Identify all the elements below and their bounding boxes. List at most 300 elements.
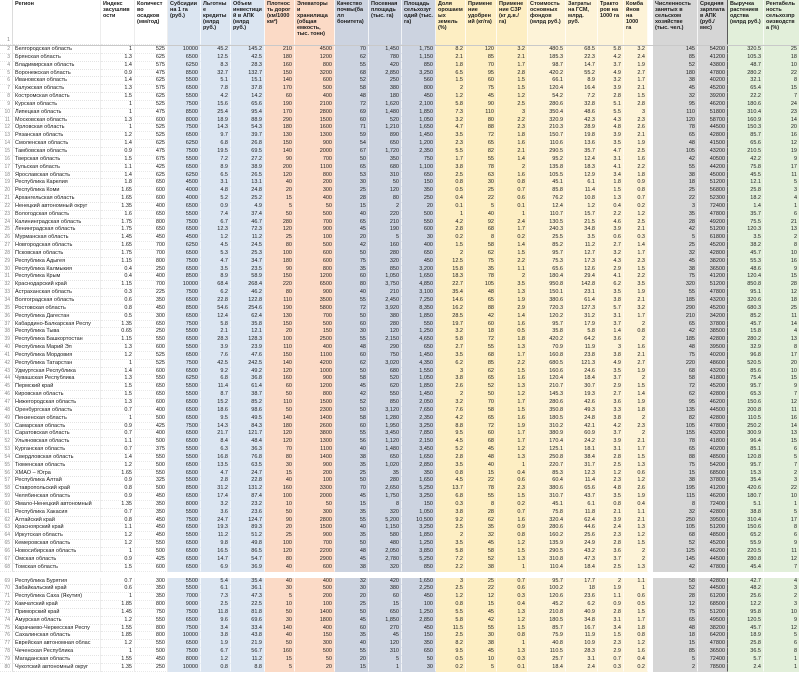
row-number[interactable]: 6 (0, 77, 13, 85)
row-number[interactable]: 70 (0, 585, 13, 593)
data-cell[interactable]: 200 (265, 164, 295, 172)
data-cell[interactable]: 310.8 (528, 556, 566, 564)
data-cell[interactable]: 12.9 (566, 172, 598, 180)
data-cell[interactable]: 1.9 (624, 493, 648, 501)
data-cell[interactable]: 1.9 (497, 297, 528, 305)
column-header-soft_loans[interactable]: Льготные кредиты (млрд руб.) (201, 0, 231, 45)
data-cell[interactable]: 400 (295, 625, 335, 633)
region-cell[interactable]: Республика Карелия (13, 179, 101, 187)
data-cell[interactable]: 320.5 (728, 46, 764, 54)
data-cell[interactable]: 49.8 (231, 540, 265, 548)
row-number[interactable]: 25 (0, 226, 13, 234)
data-cell[interactable]: 1500 (295, 524, 335, 532)
data-cell[interactable]: 1.4 (101, 140, 135, 148)
row-number[interactable]: 17 (0, 164, 13, 172)
data-cell[interactable]: 3.1 (598, 156, 624, 164)
data-cell[interactable]: 3.5 (598, 493, 624, 501)
row-number[interactable]: 50 (0, 423, 13, 431)
data-cell[interactable]: 140 (265, 625, 295, 633)
data-cell[interactable]: 10 (265, 501, 295, 509)
row-number[interactable]: 33 (0, 289, 13, 297)
data-cell[interactable]: 145 (653, 46, 698, 54)
region-cell[interactable]: Республика Мордовия (13, 352, 101, 360)
data-cell[interactable]: 1.4 (101, 454, 135, 462)
row-number[interactable]: 5 (0, 70, 13, 78)
data-cell[interactable]: 45 (466, 446, 497, 454)
data-cell[interactable]: 49.5 (231, 415, 265, 423)
data-cell[interactable]: 210.5 (728, 148, 764, 156)
data-cell[interactable]: 5.1 (201, 77, 231, 85)
data-cell[interactable]: 0.65 (101, 328, 135, 336)
data-cell[interactable]: 350 (135, 297, 168, 305)
data-cell[interactable]: 2.8 (436, 454, 466, 462)
data-cell[interactable]: 2.7 (624, 360, 648, 368)
data-cell[interactable]: 100 (265, 493, 295, 501)
region-cell[interactable]: Иркутская область (13, 532, 101, 540)
row-number[interactable]: 62 (0, 517, 13, 525)
data-cell[interactable]: 45.2 (201, 46, 231, 54)
data-cell[interactable]: 51200 (698, 226, 728, 234)
data-cell[interactable]: 1.6 (624, 648, 648, 656)
data-cell[interactable]: 600 (135, 195, 168, 203)
data-cell[interactable]: 45 (369, 632, 402, 640)
data-cell[interactable]: 31.7 (566, 462, 598, 470)
data-cell[interactable]: 2.5 (436, 524, 466, 532)
data-cell[interactable]: 7.6 (201, 352, 231, 360)
data-cell[interactable]: 78 (466, 164, 497, 172)
data-cell[interactable]: 25 (335, 470, 369, 478)
data-cell[interactable]: 54 (335, 140, 369, 148)
data-cell[interactable]: 16 (764, 415, 799, 423)
data-cell[interactable]: 7500 (168, 517, 201, 525)
data-cell[interactable]: 1 (101, 46, 135, 54)
data-cell[interactable]: 500 (135, 485, 168, 493)
data-cell[interactable]: 39.7 (231, 132, 265, 140)
data-cell[interactable]: 0.6 (101, 297, 135, 305)
data-cell[interactable]: 41200 (698, 54, 728, 62)
data-cell[interactable]: 0.3 (497, 593, 528, 601)
data-cell[interactable]: 14 (764, 117, 799, 125)
data-cell[interactable]: 4.7 (598, 148, 624, 156)
row-number[interactable]: 29 (0, 258, 13, 266)
data-cell[interactable]: 19.3 (566, 391, 598, 399)
data-cell[interactable]: 42 (653, 564, 698, 572)
row-number[interactable]: 9 (0, 101, 13, 109)
data-cell[interactable]: 280.6 (528, 101, 566, 109)
data-cell[interactable]: 70.9 (528, 344, 566, 352)
data-cell[interactable]: 0.8 (436, 179, 466, 187)
data-cell[interactable]: 42800 (698, 132, 728, 140)
data-cell[interactable]: 55 (653, 164, 698, 172)
region-cell[interactable]: Новосибирская область (13, 548, 101, 556)
region-cell[interactable]: Республика Саха (Якутия) (13, 593, 101, 601)
data-cell[interactable]: 250.2 (728, 423, 764, 431)
data-cell[interactable]: 1.2 (497, 446, 528, 454)
data-cell[interactable]: 7500 (168, 101, 201, 109)
data-cell[interactable]: 150 (265, 140, 295, 148)
data-cell[interactable]: 75.5 (728, 219, 764, 227)
data-cell[interactable]: 32.1 (728, 77, 764, 85)
data-cell[interactable]: 28.3 (566, 648, 598, 656)
data-cell[interactable]: 185.3 (528, 54, 566, 62)
data-cell[interactable]: 15 (335, 501, 369, 509)
data-cell[interactable]: 14 (764, 423, 799, 431)
data-cell[interactable]: 500 (135, 548, 168, 556)
data-cell[interactable]: 50 (335, 407, 369, 415)
region-cell[interactable]: Ямало-Ненецкий автономный (13, 501, 101, 509)
data-cell[interactable]: 70 (466, 399, 497, 407)
data-cell[interactable]: 5500 (168, 93, 201, 101)
data-cell[interactable]: 2.9 (598, 383, 624, 391)
data-cell[interactable]: 625 (135, 93, 168, 101)
data-cell[interactable]: 70 (265, 446, 295, 454)
data-cell[interactable]: 5.1 (598, 101, 624, 109)
data-cell[interactable]: 47.3 (231, 593, 265, 601)
data-cell[interactable]: 420 (369, 62, 402, 70)
data-cell[interactable]: 0.4 (101, 266, 135, 274)
data-cell[interactable]: 2.5 (598, 564, 624, 572)
data-cell[interactable]: 4.5 (201, 242, 231, 250)
region-cell[interactable]: Забайкальский край (13, 585, 101, 593)
data-cell[interactable]: 1.15 (101, 336, 135, 344)
data-cell[interactable]: 50 (335, 368, 369, 376)
data-cell[interactable]: 3 (624, 109, 648, 117)
data-cell[interactable]: 6250 (168, 62, 201, 70)
data-cell[interactable]: 65.3 (728, 391, 764, 399)
data-cell[interactable]: 25 (335, 601, 369, 609)
data-cell[interactable]: 160 (265, 485, 295, 493)
data-cell[interactable]: 600 (295, 564, 335, 572)
data-cell[interactable]: 72 (466, 423, 497, 431)
data-cell[interactable]: 6.5 (201, 172, 231, 180)
data-cell[interactable]: 42.5 (201, 360, 231, 368)
data-cell[interactable]: 3.5 (436, 132, 466, 140)
data-cell[interactable]: 43200 (698, 148, 728, 156)
data-cell[interactable]: 2,450 (369, 297, 402, 305)
row-number[interactable]: 44 (0, 375, 13, 383)
data-cell[interactable]: 52 (653, 540, 698, 548)
data-cell[interactable]: 320.6 (728, 297, 764, 305)
data-cell[interactable]: 8.2 (436, 46, 466, 54)
data-cell[interactable]: 1.3 (497, 609, 528, 617)
data-cell[interactable]: 3,450 (369, 430, 402, 438)
data-cell[interactable]: 1100 (295, 352, 335, 360)
data-cell[interactable]: 2.8 (436, 226, 466, 234)
data-cell[interactable]: 6.2 (566, 601, 598, 609)
data-cell[interactable]: 3.7 (598, 556, 624, 564)
data-cell[interactable]: 37.8 (231, 85, 265, 93)
data-cell[interactable]: 60.9 (566, 430, 598, 438)
data-cell[interactable]: 2.2 (436, 564, 466, 572)
data-cell[interactable]: 3.2 (436, 399, 466, 407)
data-cell[interactable]: 300 (295, 509, 335, 517)
column-header-agro_investment[interactable]: Объем инвестиций в АПК (млрд руб.) (231, 0, 265, 45)
data-cell[interactable]: 1,620 (369, 101, 402, 109)
data-cell[interactable]: 320 (369, 509, 402, 517)
data-cell[interactable]: 65.6 (231, 101, 265, 109)
data-cell[interactable]: 4,350 (402, 360, 436, 368)
data-cell[interactable]: 110 (466, 109, 497, 117)
data-cell[interactable]: 25 (466, 187, 497, 195)
data-cell[interactable]: 13 (764, 336, 799, 344)
data-cell[interactable]: 350 (402, 470, 436, 478)
data-cell[interactable]: 1.15 (101, 281, 135, 289)
data-cell[interactable]: 22 (466, 585, 497, 593)
data-cell[interactable]: 350 (135, 593, 168, 601)
row-number[interactable]: 2 (0, 46, 13, 54)
data-cell[interactable]: 180 (653, 70, 698, 78)
data-cell[interactable]: 2.1 (497, 148, 528, 156)
data-cell[interactable]: 6.2 (201, 289, 231, 297)
data-cell[interactable]: 17 (764, 164, 799, 172)
data-cell[interactable]: 45200 (698, 383, 728, 391)
data-cell[interactable]: 2.1 (624, 85, 648, 93)
data-cell[interactable]: 650 (402, 344, 436, 352)
data-cell[interactable]: 15 (653, 470, 698, 478)
data-cell[interactable]: 88 (466, 124, 497, 132)
region-cell[interactable]: Архангельская область (13, 195, 101, 203)
data-cell[interactable]: 3.6 (598, 399, 624, 407)
region-cell[interactable]: Ненецкий автономный округ (13, 203, 101, 211)
data-cell[interactable]: 135 (653, 407, 698, 415)
column-header-sown_area[interactable]: Посевная площадь (тыс. га) (369, 0, 402, 45)
data-cell[interactable]: 1.4 (497, 242, 528, 250)
data-cell[interactable]: 2,850 (402, 617, 436, 625)
data-cell[interactable]: 1,550 (402, 368, 436, 376)
data-cell[interactable]: 1.9 (624, 62, 648, 70)
data-cell[interactable]: 5.2 (436, 446, 466, 454)
data-cell[interactable]: 95 (653, 101, 698, 109)
data-cell[interactable]: 68 (466, 226, 497, 234)
data-cell[interactable]: 30 (466, 179, 497, 187)
data-cell[interactable]: 150 (265, 352, 295, 360)
data-cell[interactable]: 11.8 (201, 609, 231, 617)
data-cell[interactable]: 62 (335, 360, 369, 368)
data-cell[interactable]: 0.6 (101, 585, 135, 593)
data-cell[interactable]: 0.5 (624, 601, 648, 609)
data-cell[interactable]: 8 (764, 242, 799, 250)
data-cell[interactable]: 3 (764, 585, 799, 593)
data-cell[interactable]: 4,850 (402, 281, 436, 289)
data-cell[interactable]: 650 (135, 179, 168, 187)
region-cell[interactable]: Краснодарский край (13, 281, 101, 289)
data-cell[interactable]: 8500 (168, 109, 201, 117)
region-cell[interactable]: Тульская область (13, 164, 101, 172)
data-cell[interactable]: 4.8 (201, 187, 231, 195)
data-cell[interactable]: 2.4 (728, 664, 764, 672)
data-cell[interactable]: 6 (764, 532, 799, 540)
data-cell[interactable]: 1.5 (624, 540, 648, 548)
data-cell[interactable]: 4,650 (402, 336, 436, 344)
data-cell[interactable]: 78500 (698, 664, 728, 672)
data-cell[interactable]: 19 (764, 148, 799, 156)
data-cell[interactable]: 5.7 (598, 305, 624, 313)
data-cell[interactable]: 22.7 (436, 281, 466, 289)
data-cell[interactable]: 18.4 (566, 375, 598, 383)
data-cell[interactable]: 4.1 (598, 164, 624, 172)
data-cell[interactable]: 55.2 (566, 70, 598, 78)
data-cell[interactable]: 280.6 (528, 524, 566, 532)
data-cell[interactable]: 40 (335, 640, 369, 648)
data-cell[interactable]: 4.5 (436, 438, 466, 446)
data-cell[interactable]: 3.9 (598, 517, 624, 525)
data-cell[interactable]: 1.5 (101, 156, 135, 164)
data-cell[interactable]: 15 (265, 195, 295, 203)
data-cell[interactable]: 1.6 (497, 172, 528, 180)
data-cell[interactable]: 2.8 (598, 540, 624, 548)
data-cell[interactable]: 38 (466, 564, 497, 572)
data-cell[interactable]: 290.5 (528, 148, 566, 156)
data-cell[interactable]: 12 (764, 625, 799, 633)
region-cell[interactable]: Чукотский автономный округ (13, 664, 101, 672)
data-cell[interactable]: 1,480 (369, 109, 402, 117)
region-cell[interactable]: Пензенская область (13, 415, 101, 423)
data-cell[interactable]: 6500 (168, 640, 201, 648)
data-cell[interactable]: 18.3 (436, 273, 466, 281)
row-number[interactable]: 55 (0, 462, 13, 470)
data-cell[interactable]: 800 (295, 391, 335, 399)
data-cell[interactable]: 7 (764, 462, 799, 470)
data-cell[interactable]: 42 (466, 313, 497, 321)
data-cell[interactable]: 14.7 (201, 556, 231, 564)
data-cell[interactable]: 3.1 (598, 313, 624, 321)
data-cell[interactable]: 300 (295, 187, 335, 195)
data-cell[interactable]: 4500 (168, 234, 201, 242)
row-number[interactable]: 28 (0, 250, 13, 258)
data-cell[interactable]: 5 (265, 664, 295, 672)
data-cell[interactable]: 25 (335, 187, 369, 195)
data-cell[interactable]: 32 (466, 532, 497, 540)
data-cell[interactable]: 68 (335, 70, 369, 78)
data-cell[interactable]: 3 (764, 477, 799, 485)
data-cell[interactable]: 8.8 (436, 423, 466, 431)
data-cell[interactable]: 42.7 (728, 578, 764, 586)
data-cell[interactable]: 1.7 (624, 250, 648, 258)
region-cell[interactable]: Липецкая область (13, 109, 101, 117)
data-cell[interactable]: 6500 (168, 54, 201, 62)
data-cell[interactable]: 155 (653, 430, 698, 438)
data-cell[interactable]: 110 (265, 344, 295, 352)
data-cell[interactable]: 1.7 (624, 446, 648, 454)
data-cell[interactable]: 1.5 (497, 548, 528, 556)
data-cell[interactable]: 1800 (295, 617, 335, 625)
data-cell[interactable]: 450 (135, 493, 168, 501)
data-cell[interactable]: 60 (335, 352, 369, 360)
data-cell[interactable]: 0.3 (624, 234, 648, 242)
data-cell[interactable]: 15.6 (201, 101, 231, 109)
row-number[interactable]: 52 (0, 438, 13, 446)
data-cell[interactable]: 50 (402, 656, 436, 664)
data-cell[interactable]: 480.5 (528, 46, 566, 54)
data-cell[interactable]: 1.5 (101, 391, 135, 399)
data-cell[interactable]: 110.6 (528, 140, 566, 148)
data-cell[interactable]: 6.8 (436, 493, 466, 501)
data-cell[interactable]: 1.35 (101, 321, 135, 329)
region-cell[interactable]: Республика Тыва (13, 328, 101, 336)
data-cell[interactable]: 1200 (295, 273, 335, 281)
data-cell[interactable]: 95.7 (528, 321, 566, 329)
row-number[interactable]: 23 (0, 211, 13, 219)
data-cell[interactable]: 150.7 (528, 132, 566, 140)
data-cell[interactable]: 85.2 (231, 399, 265, 407)
data-cell[interactable]: 8.3 (201, 62, 231, 70)
data-cell[interactable]: 50 (265, 509, 295, 517)
data-cell[interactable]: 9 (764, 156, 799, 164)
data-cell[interactable]: 1200 (295, 383, 335, 391)
data-cell[interactable]: 15 (764, 273, 799, 281)
data-cell[interactable]: 40 (335, 289, 369, 297)
data-cell[interactable]: 2.2 (624, 164, 648, 172)
data-cell[interactable]: 35.7 (566, 148, 598, 156)
data-cell[interactable]: 48 (466, 454, 497, 462)
data-cell[interactable]: 1.6 (624, 156, 648, 164)
data-cell[interactable]: 450 (402, 93, 436, 101)
row-number[interactable]: 56 (0, 470, 13, 478)
data-cell[interactable]: 90 (265, 266, 295, 274)
data-cell[interactable]: 22 (466, 477, 497, 485)
data-cell[interactable]: 1.75 (101, 226, 135, 234)
data-cell[interactable]: 55 (466, 625, 497, 633)
data-cell[interactable]: 1.5 (497, 85, 528, 93)
data-cell[interactable]: 115 (653, 493, 698, 501)
data-cell[interactable]: 75 (466, 85, 497, 93)
row-number[interactable]: 41 (0, 352, 13, 360)
data-cell[interactable]: 5,250 (402, 485, 436, 493)
data-cell[interactable]: 13.5 (201, 462, 231, 470)
data-cell[interactable]: 1.4 (497, 313, 528, 321)
data-cell[interactable]: 7.2 (566, 93, 598, 101)
data-cell[interactable]: 85 (466, 54, 497, 62)
data-cell[interactable]: 25 (764, 46, 799, 54)
data-cell[interactable]: 2 (436, 391, 466, 399)
data-cell[interactable]: 55 (335, 62, 369, 70)
row-number[interactable]: 11 (0, 117, 13, 125)
data-cell[interactable]: 900 (295, 226, 335, 234)
data-cell[interactable]: 68 (653, 532, 698, 540)
data-cell[interactable]: 150 (402, 179, 436, 187)
data-cell[interactable]: 60 (335, 423, 369, 431)
data-cell[interactable]: 6500 (168, 368, 201, 376)
region-cell[interactable]: Сахалинская область (13, 632, 101, 640)
data-cell[interactable]: 10000 (168, 281, 201, 289)
data-cell[interactable]: 480 (369, 540, 402, 548)
region-cell[interactable]: Республика Марий Эл (13, 344, 101, 352)
data-cell[interactable]: 1.7 (624, 77, 648, 85)
region-cell[interactable]: Чеченская Республика (13, 648, 101, 656)
data-cell[interactable]: 3.5 (566, 234, 598, 242)
data-cell[interactable]: 1.5 (497, 250, 528, 258)
data-cell[interactable]: 7500 (168, 289, 201, 297)
data-cell[interactable]: 0.6 (624, 470, 648, 478)
data-cell[interactable]: 22 (653, 195, 698, 203)
region-cell[interactable]: Воронежская область (13, 70, 101, 78)
data-cell[interactable]: 310.7 (528, 493, 566, 501)
row-number[interactable]: 45 (0, 383, 13, 391)
data-cell[interactable]: 75 (653, 609, 698, 617)
data-cell[interactable]: 51200 (698, 179, 728, 187)
data-cell[interactable]: 1,250 (402, 609, 436, 617)
data-cell[interactable]: 45.7 (728, 250, 764, 258)
data-cell[interactable]: 150.3 (728, 124, 764, 132)
data-cell[interactable]: 16.7 (566, 625, 598, 633)
data-cell[interactable]: 5500 (168, 446, 201, 454)
data-cell[interactable]: 2.1 (624, 297, 648, 305)
data-cell[interactable]: 3.5 (436, 352, 466, 360)
data-cell[interactable]: 2,350 (402, 415, 436, 423)
data-cell[interactable]: 0.8 (497, 179, 528, 187)
column-header-tractors_per_1000ha[interactable]: Тракторов на 1000 га (598, 0, 624, 45)
data-cell[interactable]: 25.2 (231, 195, 265, 203)
